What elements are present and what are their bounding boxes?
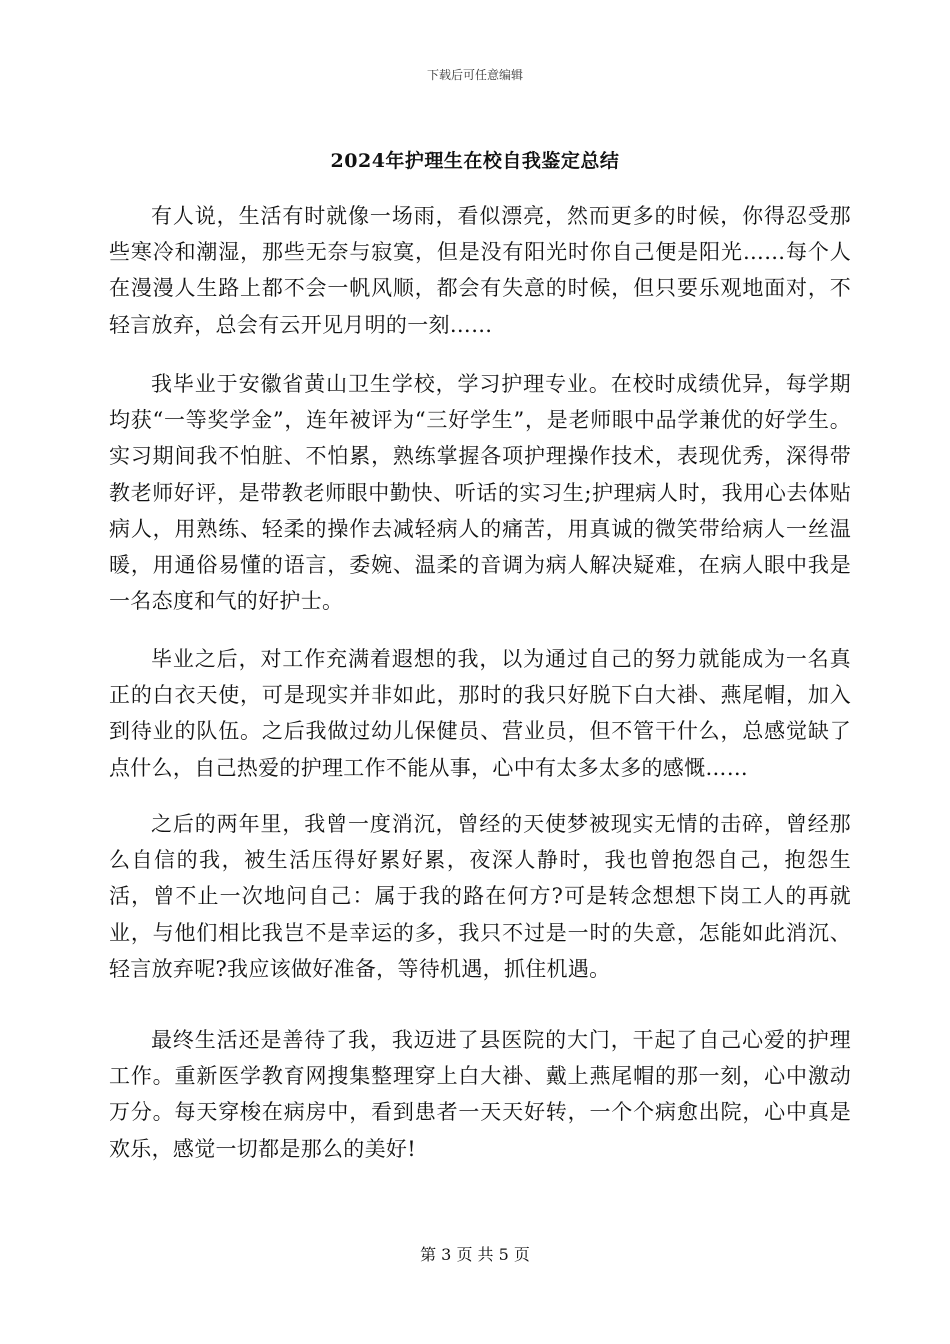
- paragraph-5: 最终生活还是善待了我，我迈进了县医院的大门，干起了自己心爱的护理工作。重新医学教育网搜集整理穿上白大褂、戴上燕尾帽的那一刻，心中激动万分。每天穿梭在病房中，看到患者一天天好转，一个个病愈出院，心中真是欢乐，感觉一切都是那么的美好!: [109, 1028, 851, 1161]
- page-number: 第 3 页 共 5 页: [420, 1245, 530, 1264]
- paragraph-1: 有人说，生活有时就像一场雨，看似漂亮，然而更多的时候，你得忍受那些寒冷和潮湿，那些无奈与寂寞，但是没有阳光时你自己便是阳光……每个人在漫漫人生路上都不会一帆风顺，都会有失意的时候，但只要乐观地面对，不轻言放弃，总会有云开见月明的一刻……: [109, 204, 851, 337]
- header-note: 下载后可任意编辑: [426, 68, 523, 82]
- paragraph-3: 毕业之后，对工作充满着遐想的我，以为通过自己的努力就能成为一名真正的白衣天使，可是现实并非如此，那时的我只好脱下白大褂、燕尾帽，加入到待业的队伍。之后我做过幼儿保健员、营业员，但不管干什么，总感觉缺了点什么，自己热爱的护理工作不能从事，心中有太多太多的感慨……: [109, 647, 851, 780]
- paragraph-4: 之后的两年里，我曾一度消沉，曾经的天使梦被现实无情的击碎，曾经那么自信的我，被生活压得好累好累，夜深人静时，我也曾抱怨自己，抱怨生活，曾不止一次地问自己：属于我的路在何方?可是转念想想下岗工人的再就业，与他们相比我岂不是幸运的多，我只不过是一时的失意，怎能如此消沉、轻言放弃呢?我应该做好准备，等待机遇，抓住机遇。: [109, 812, 851, 981]
- document-title: 2024年护理生在校自我鉴定总结: [330, 150, 620, 172]
- paragraph-2: 我毕业于安徽省黄山卫生学校，学习护理专业。在校时成绩优异，每学期均获“一等奖学金”，连年被评为“三好学生”，是老师眼中品学兼优的好学生。实习期间我不怕脏、不怕累，熟练掌握各项护理操作技术，表现优秀，深得带教老师好评，是带教老师眼中勤快、听话的实习生;护理病人时，我用心去体贴病人，用熟练、轻柔的操作去减轻病人的痛苦，用真诚的微笑带给病人一丝温暖，用通俗易懂的语言，委婉、温柔的音调为病人解决疑难，在病人眼中我是一名态度和气的好护士。: [109, 372, 851, 614]
